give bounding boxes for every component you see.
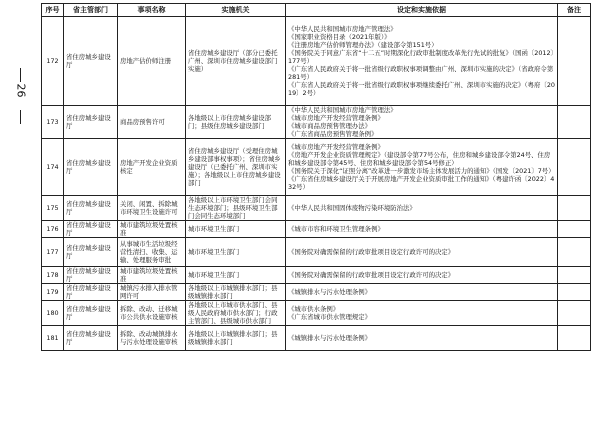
basis-line: 《城市商品房预售管理办法》: [288, 122, 372, 130]
basis-line: 《国务院对确需保留的行政审批项目设定行政许可的决定》: [288, 248, 455, 256]
basis-line: 《城镇排水与污水处理条例》: [288, 288, 372, 296]
cell-remark: [558, 17, 591, 106]
cell-agency: 各地级以上市住房城乡建设部门；县级住房城乡建设部门: [186, 106, 286, 139]
cell-remark: [558, 284, 591, 301]
cell-seq: 172: [42, 17, 64, 106]
cell-agency: 各地级以上市城镇排水部门；县级城镇排水部门: [186, 284, 286, 301]
header-seq: 序号: [42, 4, 64, 17]
basis-line: 《国务院关于深化“证照分离”改革进一步激发市场主体发展活力的通知》（国发〔2021〕7号）: [288, 167, 555, 175]
cell-basis: [286, 139, 558, 196]
cell-basis: [286, 106, 558, 139]
basis-line: 《中华人民共和国城市房地产管理法》: [288, 25, 397, 33]
table-row: [42, 284, 591, 301]
cell-basis: [286, 267, 558, 284]
cell-item: 拆除、改动城镇排水与污水处理设施审核: [118, 326, 186, 351]
cell-remark: [558, 326, 591, 351]
cell-basis: [286, 221, 558, 238]
cell-item: 房地产估价师注册: [118, 17, 186, 106]
cell-dept: 省住房城乡建设厅: [64, 139, 118, 196]
table-row: [42, 17, 591, 106]
cell-item: 关闭、闲置、拆除城市环境卫生设施许可: [118, 196, 186, 221]
basis-line: 《广东省商品房预售管理条例》: [288, 130, 378, 138]
header-remark: 备注: [558, 4, 591, 17]
cell-agency: 省住房城乡建设厅（部分已委托广州、深圳市住房城乡建设部门实施）: [186, 17, 286, 106]
table-row: [42, 238, 591, 267]
cell-seq: 181: [42, 326, 64, 351]
page-number: 26: [14, 83, 28, 98]
cell-seq: 174: [42, 139, 64, 196]
table-row: [42, 221, 591, 238]
basis-line: 《城市供水条例》: [288, 305, 340, 313]
page-number-marker: [4, 0, 38, 424]
table-row: [42, 139, 591, 196]
table-header-row: [42, 4, 591, 17]
cell-dept: 省住房城乡建设厅: [64, 17, 118, 106]
basis-line: 《城市房地产开发经营管理条例》: [288, 114, 384, 122]
cell-basis: [286, 284, 558, 301]
basis-line: 《中华人民共和国固体废物污染环境防治法》: [288, 204, 416, 212]
cell-remark: [558, 267, 591, 284]
cell-item: 拆除、改动、迁移城市公共供水设施审核: [118, 301, 186, 326]
cell-basis: [286, 238, 558, 267]
header-basis: 设定和实施依据: [286, 4, 558, 17]
cell-remark: [558, 106, 591, 139]
basis-line: 《广东省住房城乡建设厅关于开展房地产开发企业资质审批工作的通知》（粤建许函〔2022〕432号）: [288, 175, 555, 191]
cell-seq: 176: [42, 221, 64, 238]
cell-agency: 城市环境卫生部门: [186, 221, 286, 238]
header-dept: 省主管部门: [64, 4, 118, 17]
basis-line: 《房地产开发企业资质管理规定》（建设部令第77号公布，住房和城乡建设部令第24号、住房和城乡建设部令第45号、住房和城乡建设部令第54号修正）: [288, 151, 551, 167]
table-row: [42, 326, 591, 351]
cell-remark: [558, 301, 591, 326]
cell-remark: [558, 238, 591, 267]
table-row: [42, 267, 591, 284]
basis-line: 《中华人民共和国城市房地产管理法》: [288, 106, 397, 114]
administrative-licensing-table: [41, 3, 591, 351]
cell-dept: 省住房城乡建设厅: [64, 267, 118, 284]
cell-agency: 各地级以上市环境卫生部门会同生态环境部门；县级环境卫生部门会同生态环境部门: [186, 196, 286, 221]
cell-agency: 城市环境卫生部门: [186, 238, 286, 267]
cell-dept: 省住房城乡建设厅: [64, 221, 118, 238]
cell-item: 城市建筑垃圾处置核准: [118, 267, 186, 284]
table-row: [42, 301, 591, 326]
cell-agency: 各地级以上市城市供水部门、县级人民政府城市供水部门；行政主管部门、县级城市供水部门: [186, 301, 286, 326]
basis-line: 《国务院关于同意广东省“十二五”时期深化行政审批制度改革先行先试的批复》（国函〔2012〕177号）: [288, 49, 554, 65]
cell-seq: 175: [42, 196, 64, 221]
cell-seq: 177: [42, 238, 64, 267]
basis-line: 《城市房地产开发经营管理条例》: [288, 143, 384, 151]
cell-remark: [558, 221, 591, 238]
cell-basis: [286, 326, 558, 351]
basis-line: 《国家职业资格目录（2021年版）》: [288, 33, 391, 41]
cell-basis: [286, 196, 558, 221]
page-number-rule-bottom: [20, 110, 21, 124]
basis-line: 《城镇排水与污水处理条例》: [288, 334, 372, 342]
cell-remark: [558, 139, 591, 196]
table-row: [42, 196, 591, 221]
cell-dept: 省住房城乡建设厅: [64, 196, 118, 221]
cell-basis: [286, 17, 558, 106]
basis-line: 《广东省人民政府关于将一批省级行政职权事项继续委托广州、深圳市实施的决定》（粤府〔2019〕2号）: [288, 81, 555, 97]
basis-line: 《广东省人民政府关于将一批省级行政职权事项调整由广州、深圳市实施的决定》（省政府令第281号）: [288, 65, 554, 81]
cell-seq: 178: [42, 267, 64, 284]
basis-line: 《城市市容和环境卫生管理条例》: [288, 225, 384, 233]
header-agency: 实施机关: [186, 4, 286, 17]
cell-seq: 173: [42, 106, 64, 139]
basis-line: 《注册房地产估价师管理办法》（建设部令第151号）: [288, 41, 438, 49]
cell-agency: 各地级以上市城镇排水部门；县级城镇排水部门: [186, 326, 286, 351]
cell-dept: 省住房城乡建设厅: [64, 238, 118, 267]
cell-item: 城市建筑垃圾处置核准: [118, 221, 186, 238]
table-row: [42, 106, 591, 139]
cell-item: 城镇污水排入排水管网许可: [118, 284, 186, 301]
cell-dept: 省住房城乡建设厅: [64, 284, 118, 301]
cell-dept: 省住房城乡建设厅: [64, 106, 118, 139]
basis-line: 《广东省城市供水管理规定》: [288, 313, 372, 321]
basis-line: 《国务院对确需保留的行政审批项目设定行政许可的决定》: [288, 271, 455, 279]
cell-basis: [286, 301, 558, 326]
cell-remark: [558, 196, 591, 221]
cell-agency: 省住房城乡建设厅（受理住房城乡建设部事权事项）；省住房城乡建设厅（已委托广州、深圳市实施）；各地级以上市住房城乡建设部门: [186, 139, 286, 196]
cell-item: 房地产开发企业资质核定: [118, 139, 186, 196]
cell-agency: 城市环境卫生部门: [186, 267, 286, 284]
cell-dept: 省住房城乡建设厅: [64, 301, 118, 326]
cell-item: 商品房预售许可: [118, 106, 186, 139]
header-item: 事项名称: [118, 4, 186, 17]
cell-seq: 179: [42, 284, 64, 301]
cell-seq: 180: [42, 301, 64, 326]
cell-dept: 省住房城乡建设厅: [64, 326, 118, 351]
cell-item: 从事城市生活垃圾经营性清扫、收集、运输、处理服务审批: [118, 238, 186, 267]
